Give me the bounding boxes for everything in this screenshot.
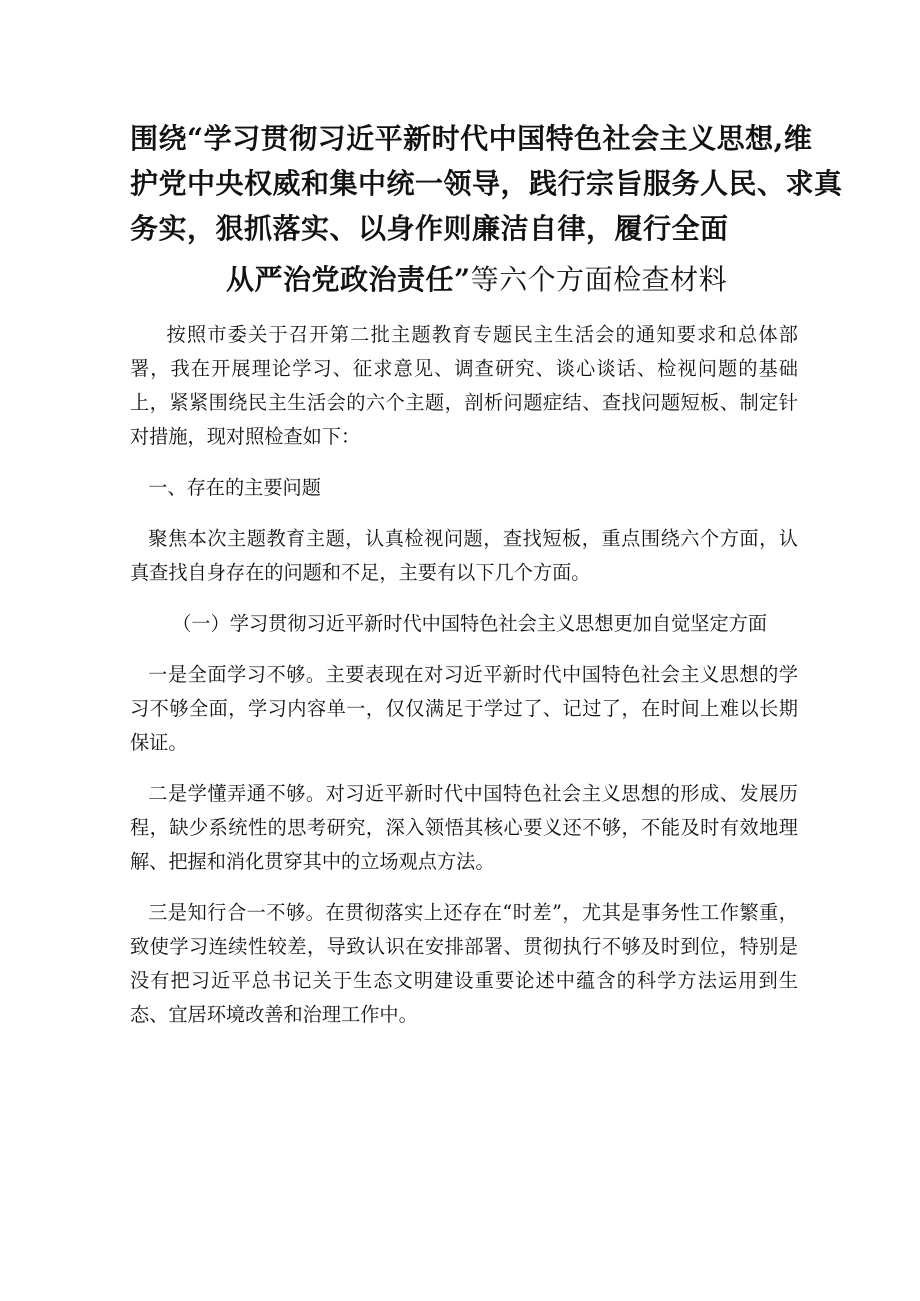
section-heading-main-problems: 一、存在的主要问题 bbox=[148, 476, 321, 499]
paragraph-focus: 聚焦本次主题教育主题，认真检视问题，查找短板，重点围绕六个方面，认真查找自身存在的问题和不足，主要有以下几个方面。 bbox=[130, 527, 798, 584]
subsection-heading-study: （一）学习贯彻习近平新时代中国特色社会主义思想更加自觉坚定方面 bbox=[172, 612, 768, 635]
title-line-3: 务实，狠抓落实、以身作则廉洁自律，履行全面 bbox=[130, 212, 729, 245]
title-line-4-part-2: 等六个方面检 bbox=[470, 263, 642, 296]
document-title bbox=[130, 116, 843, 302]
title-line-1: 围绕“学习贯彻习近平新时代中国特色社会主义思想,维 bbox=[130, 122, 813, 155]
paragraph-point-1: 一是全面学习不够。主要表现在对习近平新时代中国特色社会主义思想的学习不够全面，学习内容单一，仅仅满足于学过了、记过了，在时间上难以长期保证。 bbox=[130, 663, 798, 754]
paragraph-point-3: 三是知行合一不够。在贯彻落实上还存在“时差”，尤其是事务性工作繁重，致使学习连续性较差，导致认识在安排部署、贯彻执行不够及时到位，特别是没有把习近平总书记关于生态文明建设重要论述中蕴含的科学方法运用到生态、宜居环境改善和治理工作中。 bbox=[130, 901, 798, 1026]
title-line-4-part-3: 查材料 bbox=[641, 263, 728, 296]
title-line-4-part-1: 从严治党政治责任” bbox=[226, 263, 471, 296]
title-line-4 bbox=[130, 257, 802, 302]
paragraph-point-2: 二是学懂弄通不够。对习近平新时代中国特色社会主义思想的形成、发展历程，缺少系统性的思考研究，深入领悟其核心要义还不够，不能及时有效地理解、把握和消化贯穿其中的立场观点方法。 bbox=[130, 782, 798, 873]
document-body bbox=[130, 318, 798, 1049]
paragraph-intro: 按照市委关于召开第二批主题教育专题民主生活会的通知要求和总体部署，我在开展理论学习、征求意见、调查研究、谈心谈话、检视问题的基础上，紧紧围绕民主生活会的六个主题，剖析问题症结、查找问题短板、制定针对措施，现对照检查如下： bbox=[130, 323, 798, 448]
title-line-2: 护党中央权威和集中统一领导，践行宗旨服务人民、求真 bbox=[130, 167, 843, 200]
